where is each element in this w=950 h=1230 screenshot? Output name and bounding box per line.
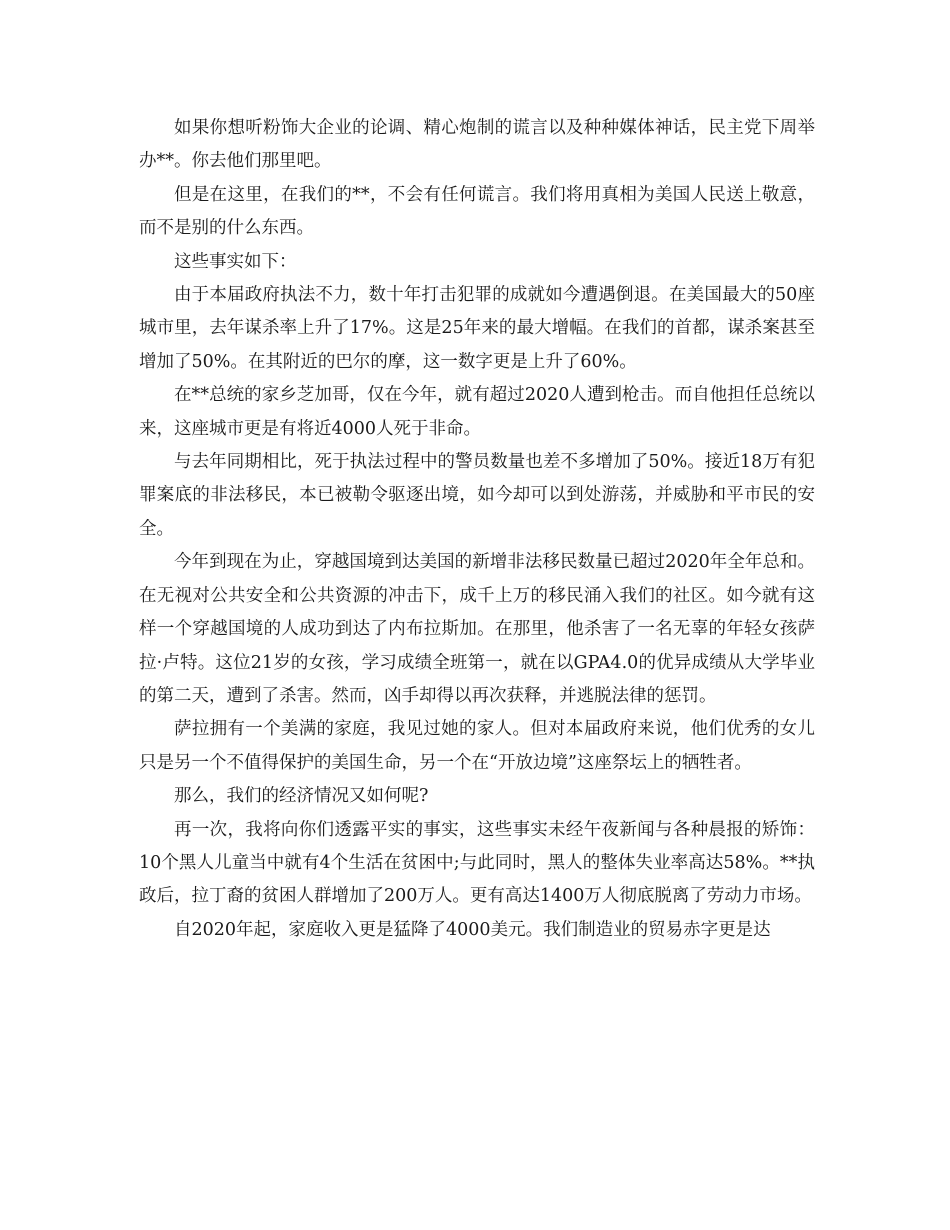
paragraph: 萨拉拥有一个美满的家庭，我见过她的家人。但对本届政府来说，他们优秀的女儿只是另一个不值得保护的美国生命，另一个在“开放边境”这座祭坛上的牺牲者。: [139, 719, 815, 773]
paragraph: 如果你想听粉饰大企业的论调、精心炮制的谎言以及种种媒体神话，民主党下周举办**。你去他们那里吧。: [139, 118, 815, 172]
paragraph: 但是在这里，在我们的**，不会有任何谎言。我们将用真相为美国人民送上敬意，而不是别的什么东西。: [139, 184, 815, 239]
paragraph: 再一次，我将向你们透露平实的事实，这些事实未经午夜新闻与各种晨报的矫饰：10个黑人儿童当中就有4个生活在贫困中;与此同时，黑人的整体失业率高达58%。**执政后，拉丁裔的贫困人群增加了200万人。更有高达1400万人彻底脱离了劳动力市场。: [139, 819, 815, 907]
paragraph: 与去年同期相比，死于执法过程中的警员数量也差不多增加了50%。接近18万有犯罪案底的非法移民，本已被勒令驱逐出境，如今却可以到处游荡，并威胁和平市民的安全。: [139, 452, 815, 539]
paragraph: 这些事实如下：: [174, 251, 297, 272]
paragraph: 自2020年起，家庭收入更是猛降了4000美元。我们制造业的贸易赤字更是达: [174, 919, 771, 940]
document-body: [139, 112, 815, 947]
paragraph: 今年到现在为止，穿越国境到达美国的新增非法移民数量已超过2020年全年总和。在无视对公共安全和公共资源的冲击下，成千上万的移民涌入我们的社区。如今就有这样一个穿越国境的人成功到达了内布拉斯加。在那里，他杀害了一名无辜的年轻女孩萨拉·卢特。这位21岁的女孩，学习成绩全班第一，就在以GPA4.0的优异成绩从大学毕业的第二天，遭到了杀害。然而，凶手却得以再次获释，并逃脱法律的惩罚。: [139, 552, 815, 706]
paragraph: 由于本届政府执法不力，数十年打击犯罪的成就如今遭遇倒退。在美国最大的50座城市里，去年谋杀率上升了17%。这是25年来的最大增幅。在我们的首都，谋杀案甚至增加了50%。在其附近的巴尔的摩，这一数字更是上升了60%。: [139, 285, 815, 372]
paragraph: 在**总统的家乡芝加哥，仅在今年，就有超过2020人遭到枪击。而自他担任总统以来，这座城市更是有将近4000人死于非命。: [139, 385, 815, 439]
paragraph: 那么，我们的经济情况又如何呢?: [174, 786, 429, 807]
